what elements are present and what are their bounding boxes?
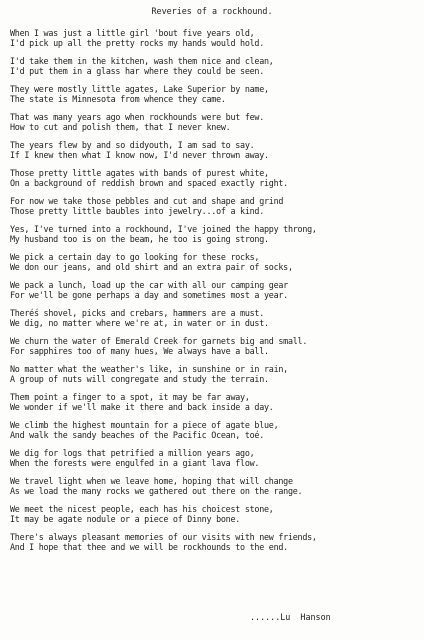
poem-line: I'd pick up all the pretty rocks my hands would hold. (10, 38, 264, 48)
poem-line: And I hope that thee and we will be rockhounds to the end. (10, 542, 288, 552)
poem-line: I'd take them in the kitchen, wash them nice and clean, (10, 56, 274, 66)
poem-line: The state is Minnesota from whence they came. (10, 94, 226, 104)
poem-line: Those pretty little agates with bands of purest white, (10, 168, 269, 178)
stanza (10, 308, 422, 328)
poem-line: No matter what the weather's like, in sunshine or in rain, (10, 364, 288, 374)
poem-line: For we'll be gone perhaps a day and sometimes most a year. (10, 290, 288, 300)
stanza (10, 448, 422, 468)
poem-line: For sapphires too of many hues, We always have a ball. (10, 346, 269, 356)
stanza (10, 84, 422, 104)
poem-line: We churn the water of Emerald Creek for garnets big and small. (10, 336, 308, 346)
poem-line: They were mostly little agates, Lake Superior by name, (10, 84, 269, 94)
stanza (10, 252, 422, 272)
stanza (10, 168, 422, 188)
poem-line: Theréś shovel, picks and crebars, hammers are a must. (10, 308, 264, 318)
poem-line: For now we take those pebbles and cut and shape and grind (10, 196, 284, 206)
stanza (10, 280, 422, 300)
poem-body (10, 28, 422, 560)
poem-line: As we load the many rocks we gathered out there on the range. (10, 486, 303, 496)
poem-line: I'd put them in a glass har where they could be seen. (10, 66, 264, 76)
poem-line: There's always pleasant memories of our visits with new friends, (10, 532, 317, 542)
poem-line: When I was just a little girl 'bout five years old, (10, 28, 255, 38)
poem-title: Reveries of a rockhound. (151, 6, 273, 16)
poem-line: We pick a certain day to go looking for these rocks, (10, 252, 260, 262)
poem-line: We dig for logs that petrified a million years ago, (10, 448, 255, 458)
stanza (10, 420, 422, 440)
author-signature: ......Lu Hanson (250, 612, 331, 622)
stanza (10, 28, 422, 48)
poem-line: My husband too is on the beam, he too is going strong. (10, 234, 269, 244)
poem-line: If I knew then what I know now, I'd never thrown away. (10, 150, 269, 160)
stanza (10, 140, 422, 160)
stanza (10, 392, 422, 412)
poem-line: How to cut and polish them, that I never knew. (10, 122, 231, 132)
poem-line: A group of nuts will congregate and study the terrain. (10, 374, 269, 384)
poem-line: We dig, no matter where we're at, in water or in dust. (10, 318, 269, 328)
poem-line: We travel light when we leave home, hoping that will change (10, 476, 293, 486)
poem-line: And walk the sandy beaches of the Pacific Ocean, toé. (10, 430, 264, 440)
stanza (10, 532, 422, 552)
poem-line: We pack a lunch, load up the car with all our camping gear (10, 280, 288, 290)
poem-line: Those pretty little baubles into jewelry...of a kind. (10, 206, 264, 216)
poem-line: Them point a finger to a spot, it may be far away, (10, 392, 250, 402)
poem-line: On a background of reddish brown and spaced exactly right. (10, 178, 288, 188)
stanza (10, 224, 422, 244)
stanza (10, 364, 422, 384)
stanza (10, 56, 422, 76)
stanza (10, 112, 422, 132)
poem-line: The years flew by and so didyouth, I am sad to say. (10, 140, 255, 150)
poem-line: When the forests were engulfed in a giant lava flow. (10, 458, 260, 468)
poem-line: That was many years ago when rockhounds were but few. (10, 112, 264, 122)
poem-line: We meet the nicest people, each has his choicest stone, (10, 504, 274, 514)
stanza (10, 336, 422, 356)
stanza (10, 476, 422, 496)
stanza (10, 504, 422, 524)
poem-line: We wonder if we'll make it there and back inside a day. (10, 402, 274, 412)
stanza (10, 196, 422, 216)
poem-line: It may be agate nodule or a piece of Dinny bone. (10, 514, 241, 524)
poem-line: Yes, I've turned into a rockhound, I've joined the happy throng, (10, 224, 317, 234)
poem-line: We don our jeans, and old shirt and an extra pair of socks, (10, 262, 293, 272)
poem-line: We climb the highest mountain for a piece of agate blue, (10, 420, 279, 430)
